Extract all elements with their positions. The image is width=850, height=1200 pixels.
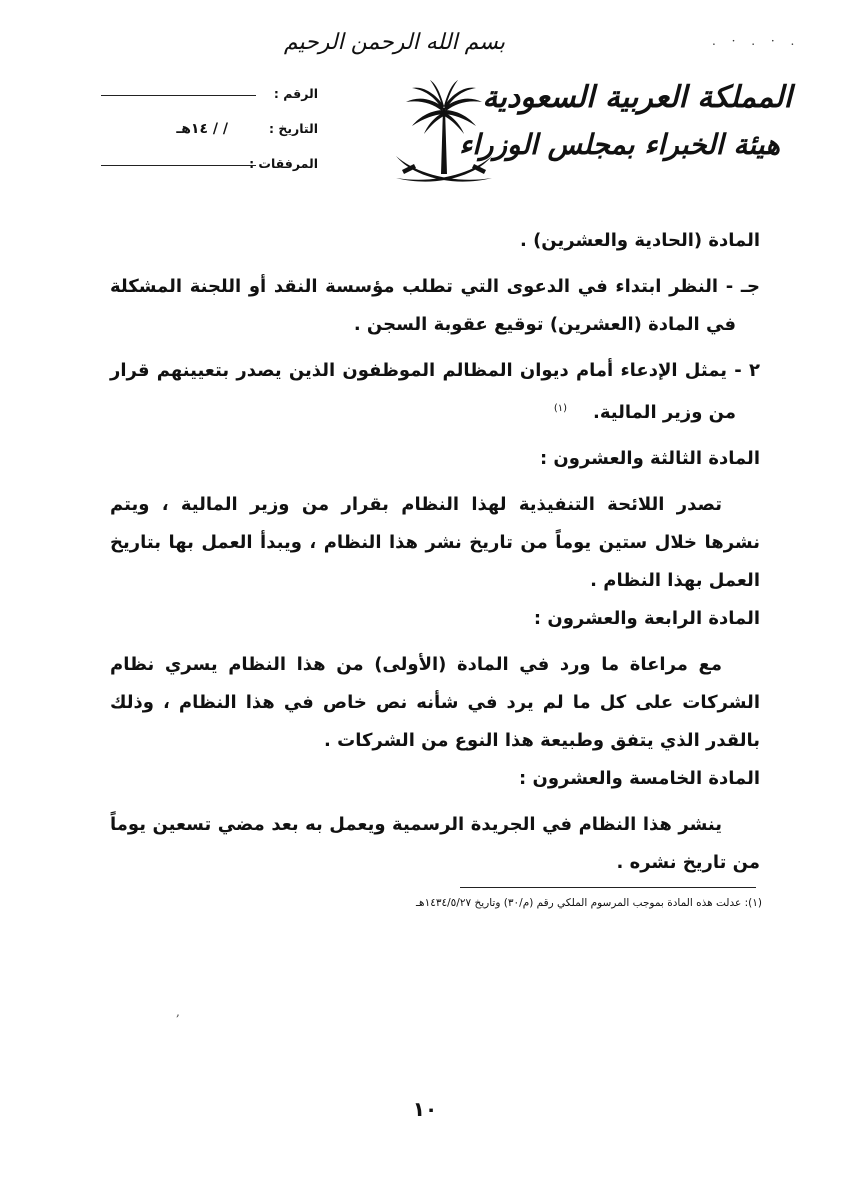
footnote: (١): عدلت هذه المادة بموجب المرسوم الملكي رقم (م/٣٠) وتاريخ ١٤٣٤/٥/٢٧هـ: [415, 897, 762, 909]
article-24-heading: المادة الرابعة والعشرون :: [533, 608, 760, 629]
document-body: [110, 222, 760, 882]
attachments-label: المرفقات :: [249, 156, 318, 171]
paragraph-2: [110, 352, 760, 432]
footnote-divider: [460, 887, 756, 888]
paragraph-2-text: ٢ - يمثل الإدعاء أمام ديوان المظالم الموظفون الذين يصدر بتعيينهم قرار من وزير المالية.: [110, 360, 760, 423]
ref-label: الرقم :: [273, 86, 318, 101]
article-25-heading: المادة الخامسة والعشرون :: [519, 768, 760, 789]
organization-country: المملكة العربية السعودية: [482, 80, 792, 115]
letterhead-meta: [78, 86, 318, 191]
footnote-mark: (١): [553, 403, 567, 414]
date-row: [78, 121, 318, 156]
page-number: ١٠: [412, 1097, 438, 1121]
paragraph-c: جـ - النظر ابتداء في الدعوى التي تطلب مؤسسة النقد أو اللجنة المشكلة في المادة (العشرين) توقيع عقوبة السجن .: [110, 276, 760, 335]
scan-specks: . · . · .: [712, 34, 801, 48]
attachments-line: [101, 165, 256, 166]
article-23-heading: المادة الثالثة والعشرون :: [539, 448, 760, 469]
basmala: بسم الله الرحمن الرحيم: [283, 30, 505, 55]
scan-mark: ,: [176, 1005, 180, 1019]
organization-name: هيئة الخبراء بمجلس الوزراء: [459, 128, 780, 161]
date-value: / / ١٤هـ: [176, 121, 228, 137]
ref-row: [78, 86, 318, 121]
article-21-ref: المادة (الحادية والعشرين) .: [519, 230, 760, 251]
article-24-text: مع مراعاة ما ورد في المادة (الأولى) من هذا النظام يسري نظام الشركات على كل ما لم يرد في شأنه نص خاص في هذا النظام ، وذلك بالقدر الذي يتفق وطبيعة هذا النوع من الشركات .: [110, 654, 760, 751]
ref-line: [101, 95, 256, 96]
article-25-text: ينشر هذا النظام في الجريدة الرسمية ويعمل به بعد مضي تسعين يوماً من تاريخ نشره .: [110, 814, 760, 873]
attachments-row: [78, 156, 318, 191]
article-23-text: تصدر اللائحة التنفيذية لهذا النظام بقرار من وزير المالية ، ويتم نشرها خلال ستين يوماً من تاريخ نشر هذا النظام ، ويبدأ العمل بها بتاريخ العمل بهذا النظام .: [110, 494, 760, 591]
date-label: التاريخ :: [268, 121, 318, 136]
